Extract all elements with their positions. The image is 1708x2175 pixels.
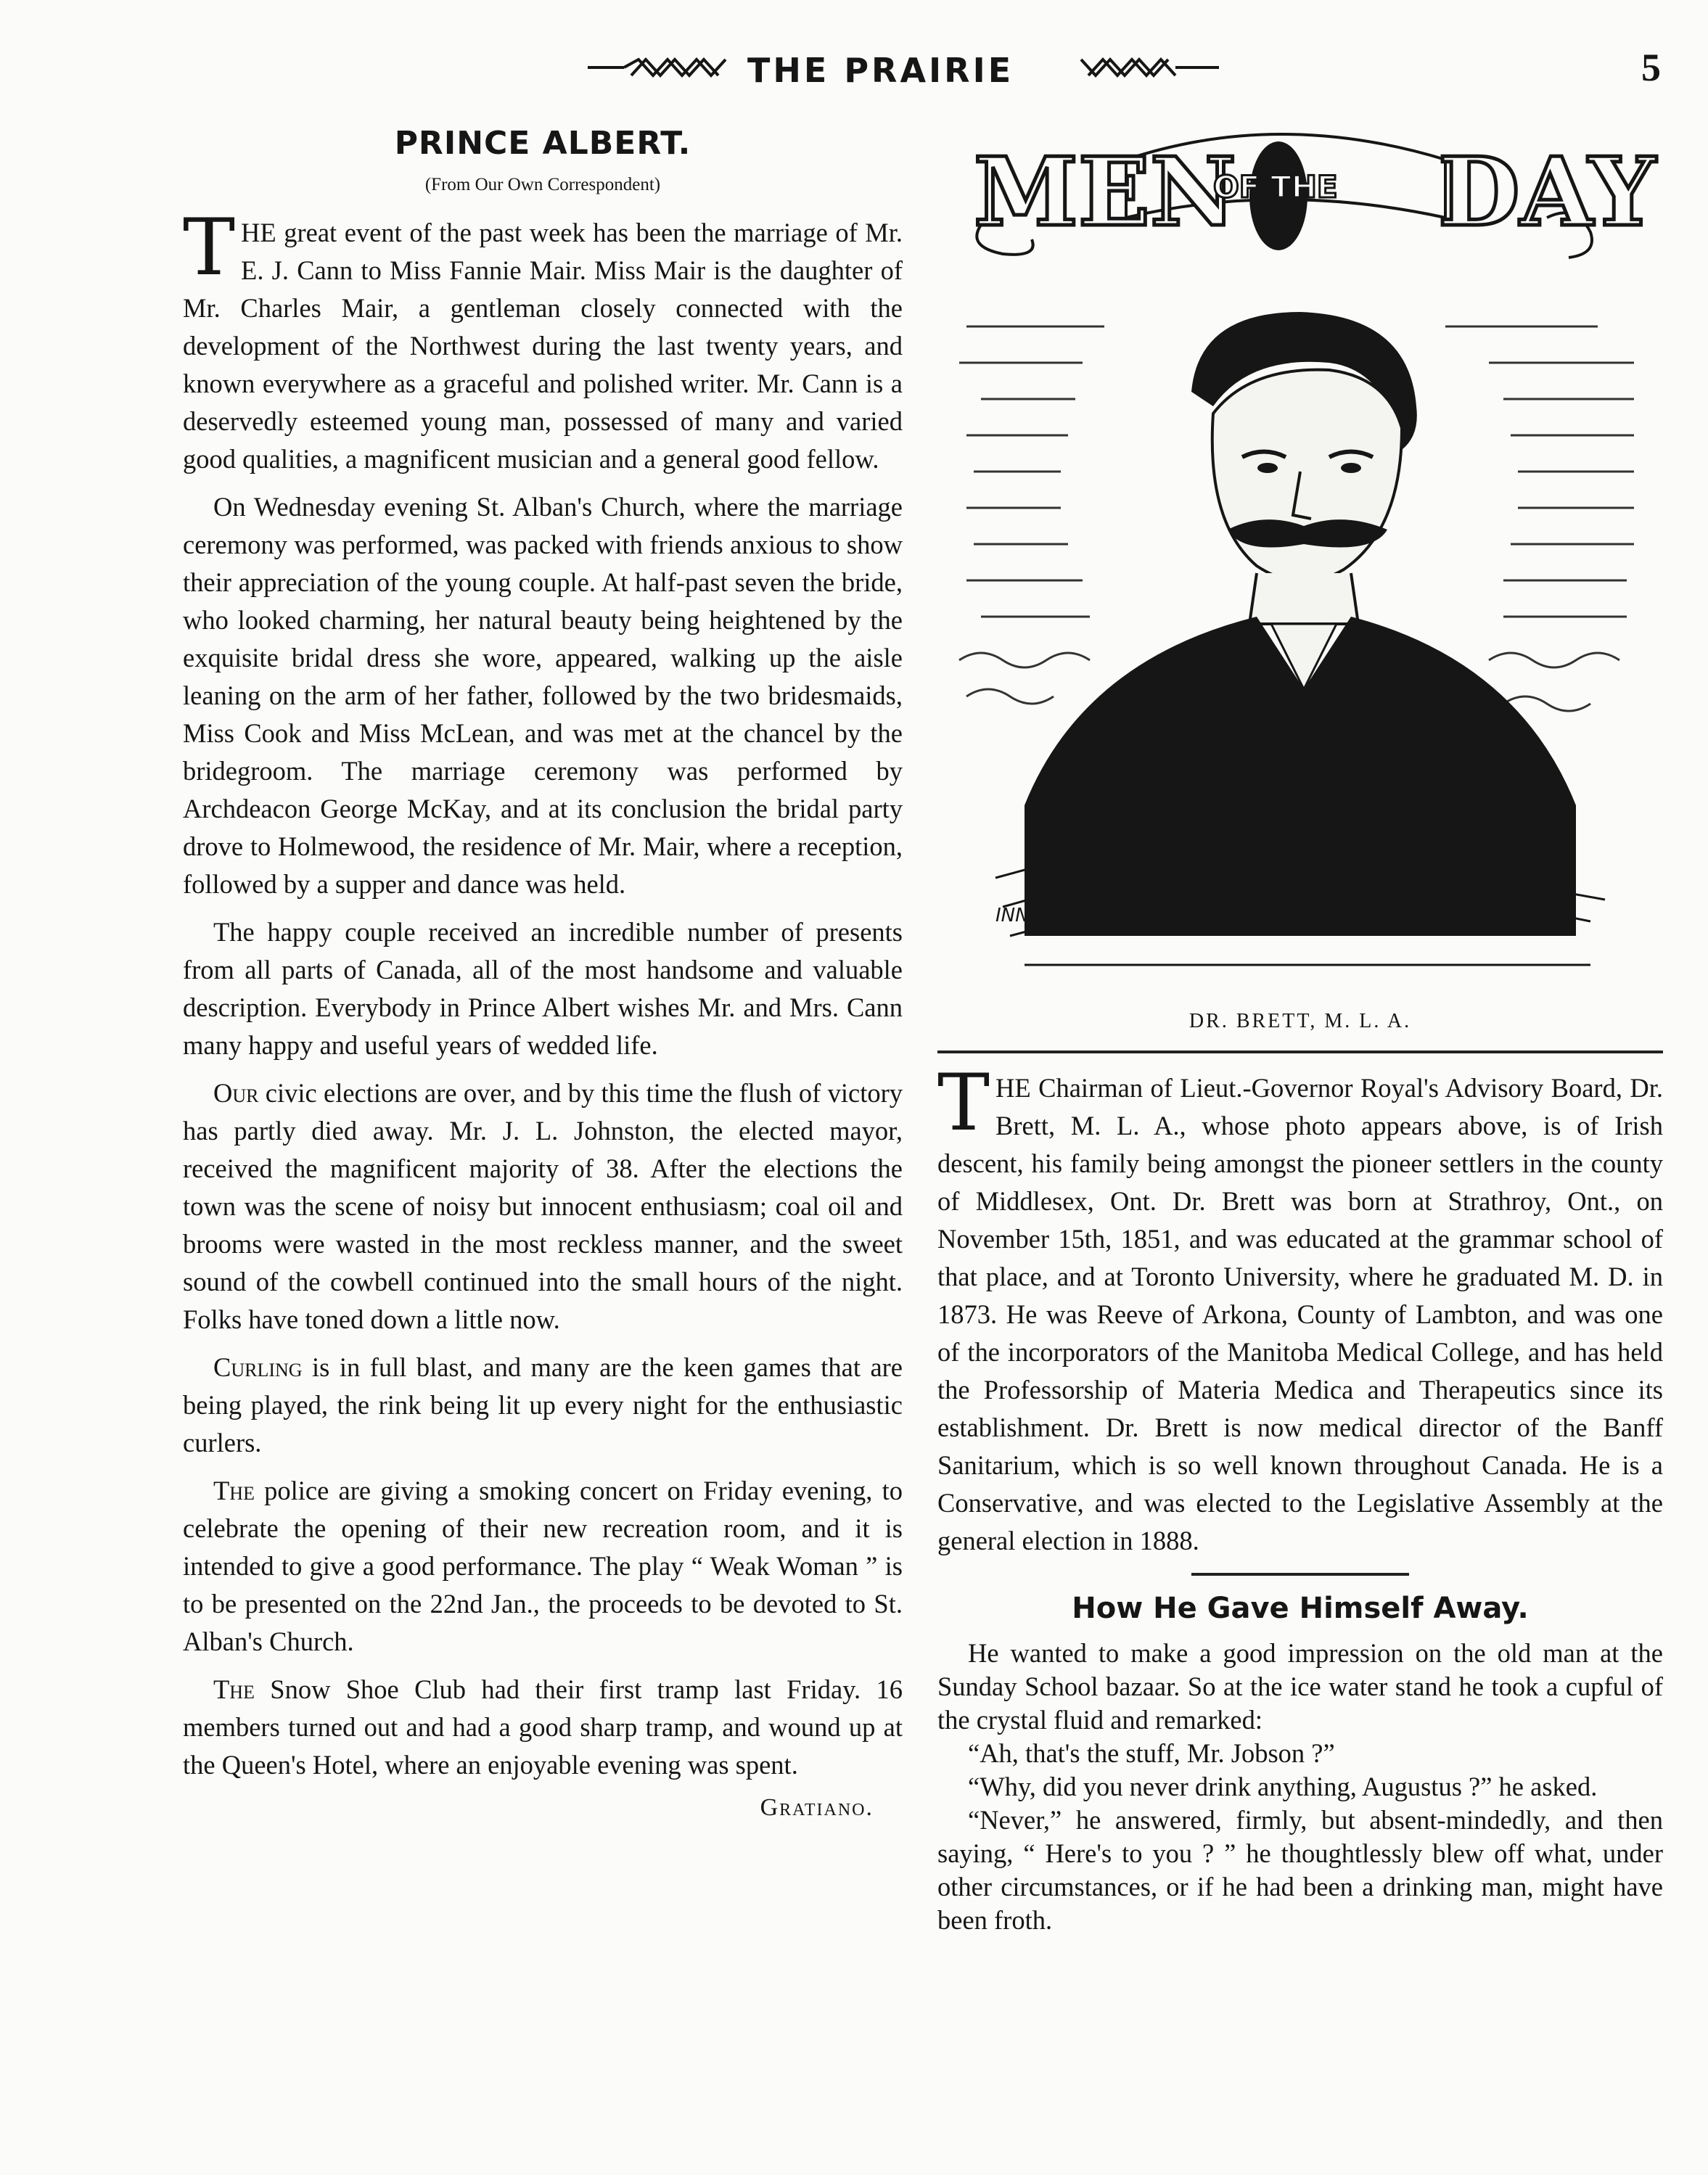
lead-word: Our <box>213 1078 259 1108</box>
header-ornament-right <box>1074 55 1219 80</box>
drop-cap: T <box>183 202 236 293</box>
right-column <box>937 116 1663 1937</box>
article-paragraph: The police are giving a smoking concert on Friday evening, to celebrate the opening of their new recreation room, and it is intended to give a good performance. The play “ Weak Woman ” is to be presented on the 22nd Jan., the proceeds to be devoted to St. Alban's Church. <box>183 1476 903 1656</box>
story-paragraph: “Never,” he answered, firmly, but absent-mindedly, and then saying, “ Here's to you ? ” he thoughtlessly blew off what, under other circumstances, or if he had been a drinking man, might have been froth. <box>937 1805 1663 1935</box>
portrait-drawing <box>937 283 1663 1001</box>
correspondent-line: (From Our Own Correspondent) <box>424 175 661 194</box>
publication-title: THE PRAIRIE <box>747 51 1014 90</box>
page-number: 5 <box>1641 46 1661 89</box>
lead-word: The <box>213 1674 255 1704</box>
article-paragraph: The Snow Shoe Club had their first tramp last Friday. 16 members turned out and had a good sharp tramp, and wound up at the Queen's Hotel, where an enjoyable evening was spent. <box>183 1674 903 1780</box>
section-divider <box>937 1051 1663 1053</box>
page-header <box>0 45 1708 103</box>
story-title: How He Gave Himself Away. <box>1072 1592 1529 1625</box>
article-paragraph: Our civic elections are over, and by this time the flush of victory has partly died away. Mr. J. L. Johnston, the elected mayor, received the magnificent majority of 38. After the elections the town was the scene of noisy but innocent enthusiasm; coal oil and brooms were wasted in the most reckless manner, and the sweet sound of the cowbell continued into the small hours of the night. Folks have toned down a little now. <box>183 1078 903 1334</box>
correspondent-signature: Gratiano. <box>760 1794 874 1821</box>
men-of-the-day-masthead <box>937 116 1663 276</box>
header-ornament-left <box>588 55 733 80</box>
story-paragraph: “Ah, that's the stuff, Mr. Jobson ?” <box>968 1738 1335 1768</box>
masthead-men: MEN <box>974 136 1236 247</box>
masthead-day: DAY <box>1438 136 1656 247</box>
short-divider <box>1191 1573 1409 1576</box>
article-paragraph: THE great event of the past week has been the marriage of Mr. E. J. Cann to Miss Fannie Mair. Miss Mair is the daughter of Mr. Charles Mair, a gentleman closely connected with the development of the Northwest during the last twenty years, and known everywhere as a graceful and polished writer. Mr. Cann is a deservedly esteemed young man, possessed of many and varied good qualities, a magnificent musician and a general good fellow. <box>183 202 903 474</box>
lead-word: Curling <box>213 1352 303 1382</box>
article-paragraph: On Wednesday evening St. Alban's Church, where the marriage ceremony was performed, was packed with friends anxious to show their appreciation of the young couple. At half-past seven the bride, who looked charming, her natural beauty being heightened by the exquisite bridal dress she wore, appeared, walking up the aisle leaning on the arm of her father, followed by the two bridesmaids, Miss Cook and Miss McLean, and was met at the chancel by the bridegroom. The marriage ceremony was performed by Archdeacon George McKay, and at its conclusion the bridal party drove to Holmewood, the residence of Mr. Mair, where a reception, followed by a supper and dance was held. <box>183 492 903 899</box>
masthead-of-the: OF THE <box>1213 169 1338 205</box>
article-paragraph: The happy couple received an incredible number of presents from all parts of Canada, all of the most handsome and valuable description. Everybody in Prince Albert wishes Mr. and Mrs. Cann many happy and useful years of wedded life. <box>183 917 903 1060</box>
article-title-prince-albert: PRINCE ALBERT. <box>394 125 691 162</box>
masthead-artwork <box>937 116 1663 276</box>
article-paragraph: Curling is in full blast, and many are the keen games that are being played, the rink being lit up every night for the enthusiastic curlers. <box>183 1352 903 1457</box>
portrait-caption: DR. BRETT, M. L. A. <box>1188 1010 1412 1032</box>
story-paragraph: He wanted to make a good impression on the old man at the Sunday School bazaar. So at the ice water stand he took a cupful of the crystal fluid and remarked: <box>937 1638 1663 1735</box>
drop-cap: T <box>937 1058 990 1148</box>
story-paragraph: “Why, did you never drink anything, Augustus ?” he asked. <box>968 1772 1598 1801</box>
left-column <box>183 116 903 1822</box>
portrait-illustration <box>937 283 1663 1001</box>
artist-signature: INNES <box>995 905 1054 926</box>
lead-word: The <box>213 1476 255 1505</box>
biography-paragraph: THE Chairman of Lieut.-Governor Royal's Advisory Board, Dr. Brett, M. L. A., whose photo appears above, is of Irish descent, his family being amongst the pioneer settlers in the county of Middlesex, Ont. Dr. Brett was born at Strathroy, Ont., on November 15th, 1851, and was educated at the grammar school of that place, and at Toronto University, where he graduated M. D. in 1873. He was Reeve of Arkona, County of Lambton, and was one of the incorporators of the Manitoba Medical College, and has held the Professorship of Materia Medica and Therapeutics since its establishment. Dr. Brett is now medical director of the Banff Sanitarium, which is so well known throughout Canada. He is a Conservative, and was elected to the Legislative Assembly at the general election in 1888. <box>937 1058 1663 1555</box>
